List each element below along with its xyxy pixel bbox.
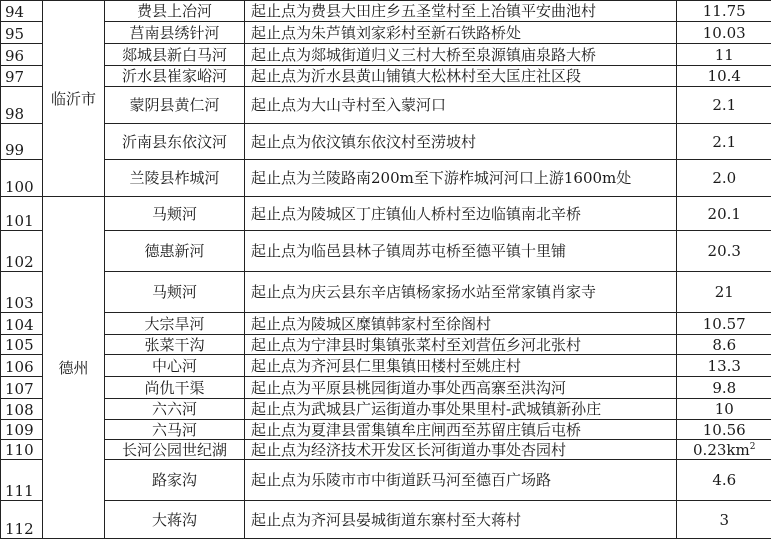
- river-endpoints: 起止点为乐陵市市中街道跃马河至德百广场路: [245, 460, 677, 501]
- river-length: [677, 44, 771, 66]
- row-number: 97: [1, 66, 43, 87]
- river-name: 六马河: [105, 420, 245, 440]
- length-value: 10.57: [702, 314, 746, 333]
- river-name: 中心河: [105, 355, 245, 377]
- river-endpoints: 起止点为沂水县黄山铺镇大松林村至大匡庄社区段: [245, 66, 677, 87]
- river-endpoints: 起止点为依汶镇东依汶村至涝坡村: [245, 124, 677, 160]
- river-name: 尚仇干渠: [105, 377, 245, 399]
- river-endpoints: 起止点为平原县桃园街道办事处西高寨至洪沟河: [245, 377, 677, 399]
- river-length: [677, 420, 771, 440]
- river-endpoints: 起止点为陵城区丁庄镇仙人桥村至边临镇南北辛桥: [245, 197, 677, 231]
- river-name: 德惠新河: [105, 231, 245, 272]
- row-number: 98: [1, 87, 43, 124]
- river-name: 莒南县绣针河: [105, 22, 245, 44]
- river-length: [677, 231, 771, 272]
- river-length: [677, 440, 771, 460]
- length-value: 13.3: [707, 356, 741, 375]
- table-row: [1, 377, 771, 399]
- river-endpoints: 起止点为庆云县东辛店镇杨家扬水站至常家镇肖家寺: [245, 272, 677, 313]
- table-row: [1, 44, 771, 66]
- river-name: 兰陵县柞城河: [105, 160, 245, 197]
- table-row: [1, 355, 771, 377]
- row-number: 105: [1, 335, 43, 355]
- table-row: [1, 335, 771, 355]
- river-length: [677, 22, 771, 44]
- table-row: [1, 399, 771, 420]
- length-value: 2.1: [712, 132, 737, 151]
- row-number: 109: [1, 420, 43, 440]
- length-value: 3: [719, 510, 730, 529]
- table-row: [1, 1, 771, 22]
- river-endpoints: 起止点为夏津县雷集镇牟庄闸西至苏留庄镇后屯桥: [245, 420, 677, 440]
- table-row: [1, 124, 771, 160]
- length-value: 20.3: [707, 242, 741, 260]
- row-number: 103: [1, 272, 43, 313]
- table-row: [1, 420, 771, 440]
- river-length: [677, 272, 771, 313]
- river-length: [677, 377, 771, 399]
- table-row: [1, 197, 771, 231]
- table-row: [1, 460, 771, 501]
- length-value: 4.6: [712, 471, 737, 489]
- row-number: 110: [1, 440, 43, 460]
- river-length: [677, 87, 771, 124]
- river-length: [677, 66, 771, 87]
- river-endpoints: 起止点为陵城区糜镇韩家村至徐阁村: [245, 313, 677, 335]
- table-row: [1, 66, 771, 87]
- length-value: 0.23km: [693, 440, 750, 459]
- length-value: 11.75: [702, 2, 746, 20]
- river-endpoints: 起止点为临邑县林子镇周苏屯桥至德平镇十里铺: [245, 231, 677, 272]
- table-row: [1, 440, 771, 460]
- river-endpoints: 起止点为齐河县仁里集镇田楼村至姚庄村: [245, 355, 677, 377]
- row-number: 99: [1, 124, 43, 160]
- row-number: 112: [1, 501, 43, 539]
- river-length: [677, 124, 771, 160]
- river-name: 马颊河: [105, 197, 245, 231]
- river-endpoints: 起止点为郯城街道归义三村大桥至泉源镇庙泉路大桥: [245, 44, 677, 66]
- river-name: 费县上冶河: [105, 1, 245, 22]
- length-value: 10: [714, 400, 734, 418]
- table-row: [1, 313, 771, 335]
- river-length: [677, 501, 771, 539]
- row-number: 108: [1, 399, 43, 420]
- river-length: [677, 197, 771, 231]
- river-endpoints: 起止点为大山寺村至入蒙河口: [245, 87, 677, 124]
- row-number: 94: [1, 1, 43, 22]
- length-value: 2.0: [712, 169, 737, 187]
- length-value: 20.1: [707, 204, 741, 223]
- row-number: 100: [1, 160, 43, 197]
- row-number: 101: [1, 197, 43, 231]
- length-value: 10.56: [702, 420, 746, 439]
- row-number: 107: [1, 377, 43, 399]
- river-name: 路家沟: [105, 460, 245, 501]
- river-length: [677, 399, 771, 420]
- length-value: 9.8: [712, 378, 737, 397]
- river-name: 大宗旱河: [105, 313, 245, 335]
- table-row: [1, 272, 771, 313]
- row-number: 104: [1, 313, 43, 335]
- length-unit-superscript: 2: [749, 441, 756, 452]
- river-endpoints: 起止点为武城县广运街道办事处果里村-武城镇新孙庄: [245, 399, 677, 420]
- river-endpoints: 起止点为兰陵路南200m至下游柞城河河口上游1600m处: [245, 160, 677, 197]
- table-row: [1, 501, 771, 539]
- river-name: 六六河: [105, 399, 245, 420]
- river-length: [677, 460, 771, 501]
- length-value: 10.03: [702, 23, 746, 42]
- city-cell: 德州: [43, 197, 105, 539]
- river-length: [677, 355, 771, 377]
- length-value: 10.4: [707, 67, 741, 85]
- river-length: [677, 160, 771, 197]
- table-row: [1, 160, 771, 197]
- river-endpoints: 起止点为朱芦镇刘家彩村至新石铁路桥处: [245, 22, 677, 44]
- length-value: 8.6: [712, 335, 737, 354]
- length-value: 2.1: [712, 96, 737, 114]
- river-name: 蒙阴县黄仁河: [105, 87, 245, 124]
- row-number: 102: [1, 231, 43, 272]
- river-name: 大蒋沟: [105, 501, 245, 539]
- river-endpoints: 起止点为费县大田庄乡五圣堂村至上冶镇平安曲池村: [245, 1, 677, 22]
- river-endpoints: 起止点为经济技术开发区长河街道办事处杏园村: [245, 440, 677, 460]
- river-name: 郯城县新白马河: [105, 44, 245, 66]
- row-number: 106: [1, 355, 43, 377]
- river-name: 长河公园世纪湖: [105, 440, 245, 460]
- table-row: [1, 87, 771, 124]
- river-length: [677, 313, 771, 335]
- table-row: [1, 231, 771, 272]
- river-name: 沂水县崔家峪河: [105, 66, 245, 87]
- table-row: [1, 22, 771, 44]
- row-number: 111: [1, 460, 43, 501]
- river-name: 沂南县东依汶河: [105, 124, 245, 160]
- row-number: 95: [1, 22, 43, 44]
- river-length: [677, 1, 771, 22]
- river-endpoints: 起止点为宁津县时集镇张菜村至刘营伍乡河北张村: [245, 335, 677, 355]
- length-value: 21: [714, 283, 734, 301]
- row-number: 96: [1, 44, 43, 66]
- river-length: [677, 335, 771, 355]
- river-name: 张菜干沟: [105, 335, 245, 355]
- city-cell: 临沂市: [43, 1, 105, 197]
- river-endpoints: 起止点为齐河县晏城街道东寨村至大蒋村: [245, 501, 677, 539]
- river-name: 马颊河: [105, 272, 245, 313]
- length-value: 11: [714, 45, 734, 64]
